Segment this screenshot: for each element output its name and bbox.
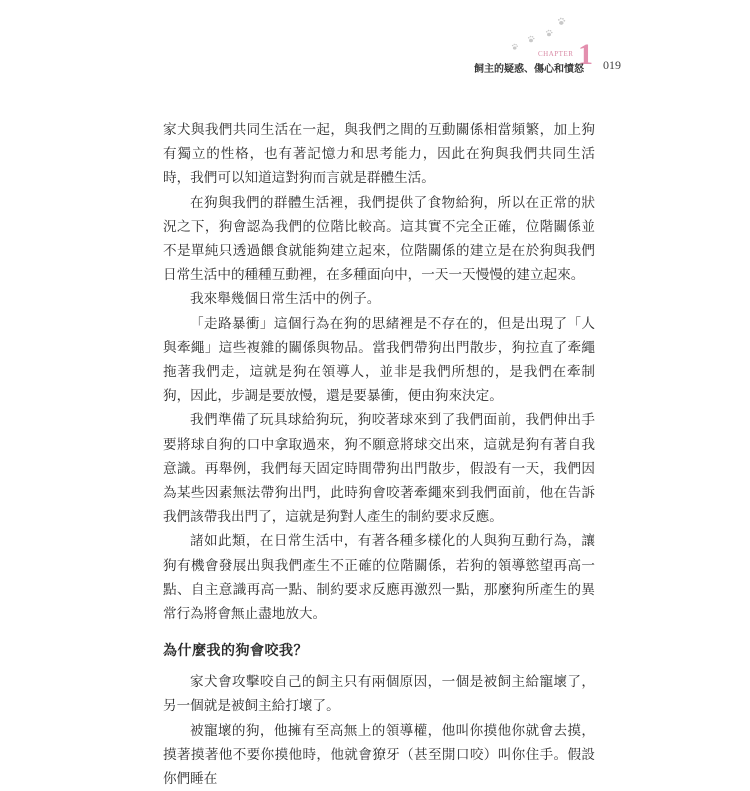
paragraph: 家犬會攻擊咬自己的飼主只有兩個原因，一個是被飼主給寵壞了，另一個就是被飼主給打壞了。 <box>163 674 595 715</box>
paragraph: 「走路暴衝」這個行為在狗的思緒裡是不存在的，但是出現了「人與牽繩」這些複雜的關係與物品。當我們帶狗出門散步，狗拉直了牽繩拖著我們走，這就是狗在領導人，並非是我們所想的，是我們在牽制狗，因此，步調是要放慢，還是要暴衝，便由狗來決定。 <box>163 315 595 405</box>
page-number: 019 <box>603 58 621 72</box>
chapter-number: 1 <box>578 38 593 71</box>
paragraph: 諸如此類，在日常生活中，有著各種多樣化的人與狗互動行為，讓狗有機會發展出與我們產生不正確的位階關係，若狗的領導慾望再高一點、自主意識再高一點、制約要求反應再激烈一點，那麼狗所產生的異常行為將會無止盡地放大。 <box>163 533 595 623</box>
chapter-title: 飼主的疑惑、傷心和憤怒 <box>474 64 584 75</box>
body-text <box>163 118 595 791</box>
paragraph: 我們準備了玩具球給狗玩，狗咬著球來到了我們面前，我們伸出手要將球自狗的口中拿取過來，狗不願意將球交出來，這就是狗有著自我意識。再舉例，我們每天固定時間帶狗出門散步，假設有一天，我們因為某些因素無法帶狗出門，此時狗會咬著牽繩來到我們面前，他在告訴我們該帶我出門了，這就是狗對人產生的制約要求反應。 <box>163 412 595 526</box>
paragraph: 在狗與我們的群體生活裡，我們提供了食物給狗，所以在正常的狀況之下，狗會認為我們的位階比較高。這其實不完全正確，位階關係並不是單純只透過餵食就能夠建立起來，位階關係的建立是在於狗與我們日常生活中的種種互動裡，在多種面向中，一天一天慢慢的建立起來。 <box>163 194 595 284</box>
pawprint-icon <box>508 14 578 54</box>
section-heading: 為什麼我的狗會咬我？ <box>163 643 308 660</box>
chapter-label: CHAPTER <box>538 50 574 58</box>
paragraph: 被寵壞的狗，他擁有至高無上的領導權，他叫你摸他你就會去摸，摸著摸著他不要你摸他時，他就會獠牙（甚至開口咬）叫你住手。假設你們睡在 <box>163 722 595 788</box>
paragraph: 我來舉幾個日常生活中的例子。 <box>190 291 381 308</box>
paragraph: 家犬與我們共同生活在一起，與我們之間的互動關係相當頻繁，加上狗有獨立的性格，也有著記憶力和思考能力，因此在狗與我們共同生活時，我們可以知道這對狗而言就是群體生活。 <box>163 122 595 187</box>
